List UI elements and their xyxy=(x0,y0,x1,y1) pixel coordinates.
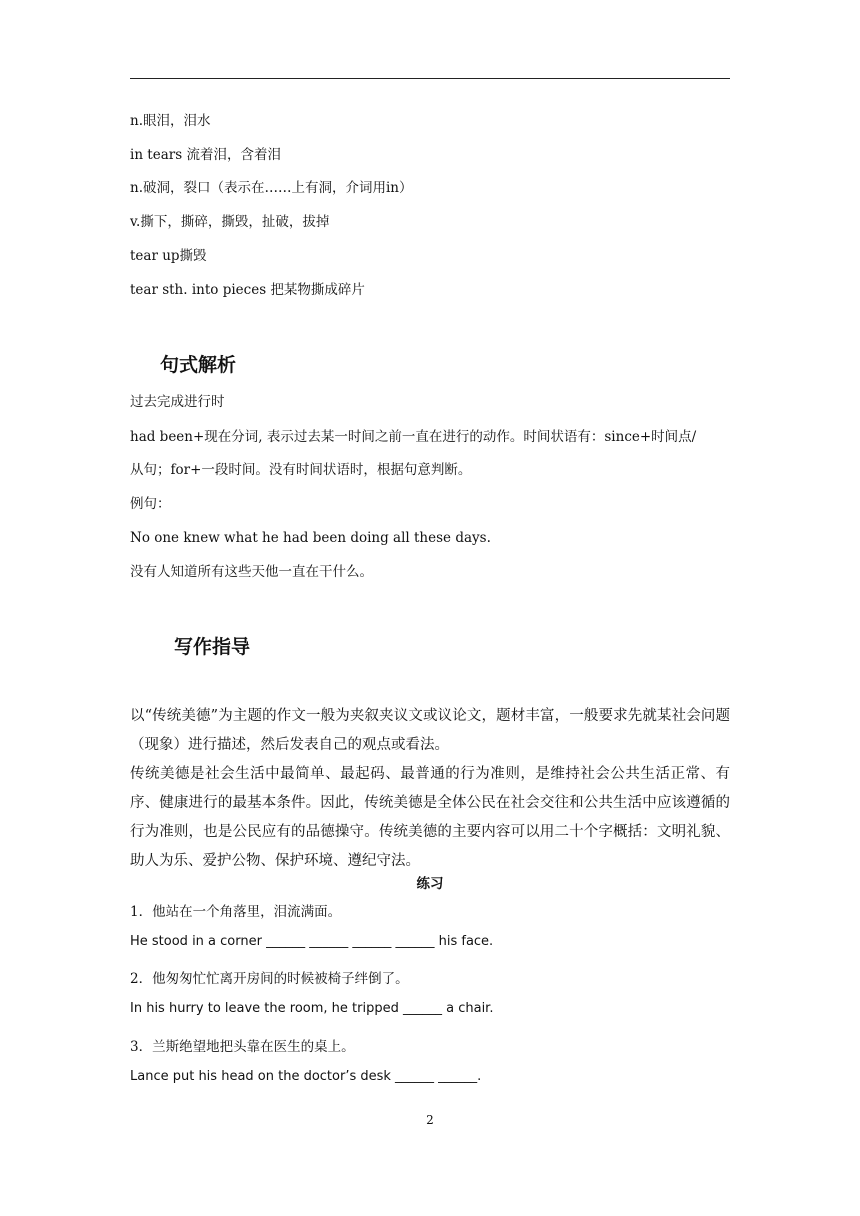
exercise-title: 练习 xyxy=(416,876,444,892)
vocab-line: in tears 流着泪，含着泪 xyxy=(130,147,281,163)
grammar-explanation: had been+现在分词, 表示过去某一时间之前一直在进行的动作。时间状语有：since+时间点/ xyxy=(130,429,697,445)
vocab-line: n.破洞，裂口（表示在……上有洞，介词用in） xyxy=(130,180,413,196)
page-number: 2 xyxy=(426,1113,434,1127)
exercise-sentence: He stood in a corner ______ ______ ______ ______ his face. xyxy=(130,934,494,949)
vocab-line: n.眼泪，泪水 xyxy=(130,113,211,129)
exercise-prompt: 2．他匆匆忙忙离开房间的时候被椅子绊倒了。 xyxy=(130,971,409,987)
writing-paragraph: 以“传统美德”为主题的作文一般为夹叙夹议文或议论文，题材丰富，一般要求先就某社会问题（现象）进行描述，然后发表自己的观点或看法。 xyxy=(130,708,730,753)
exercise-sentence: Lance put his head on the doctor’s desk ______ ______. xyxy=(130,1069,482,1084)
grammar-title: 过去完成进行时 xyxy=(130,394,225,410)
example-sentence-en: No one knew what he had been doing all these days. xyxy=(130,530,491,546)
writing-heading: 写作指导 xyxy=(174,636,251,658)
vocab-line: v.撕下，撕碎，撕毁，扯破，拔掉 xyxy=(130,214,330,230)
grammar-explanation: 从句；for+一段时间。没有时间状语时，根据句意判断。 xyxy=(130,462,472,478)
writing-paragraph: 传统美德是社会生活中最简单、最起码、最普通的行为准则，是维持社会公共生活正常、有序、健康进行的最基本条件。因此，传统美德是全体公民在社会交往和公共生活中应该遵循的行为准则，也是公民应有的品德操守。传统美德的主要内容可以用二十个字概括：文明礼貌、助人为乐、爱护公物、保护环境、遵纪守法。 xyxy=(130,766,730,869)
exercise-prompt: 3．兰斯绝望地把头靠在医生的桌上。 xyxy=(130,1039,355,1055)
header-rule xyxy=(130,78,730,79)
vocab-line: tear up撕毁 xyxy=(130,248,207,264)
example-label: 例句： xyxy=(130,496,171,512)
exercise-sentence: In his hurry to leave the room, he tripped ______ a chair. xyxy=(130,1001,494,1016)
exercise-prompt: 1．他站在一个角落里，泪流满面。 xyxy=(130,904,342,920)
grammar-heading: 句式解析 xyxy=(160,354,237,376)
example-sentence-zh: 没有人知道所有这些天他一直在干什么。 xyxy=(130,564,373,580)
vocab-line: tear sth. into pieces 把某物撕成碎片 xyxy=(130,282,365,298)
